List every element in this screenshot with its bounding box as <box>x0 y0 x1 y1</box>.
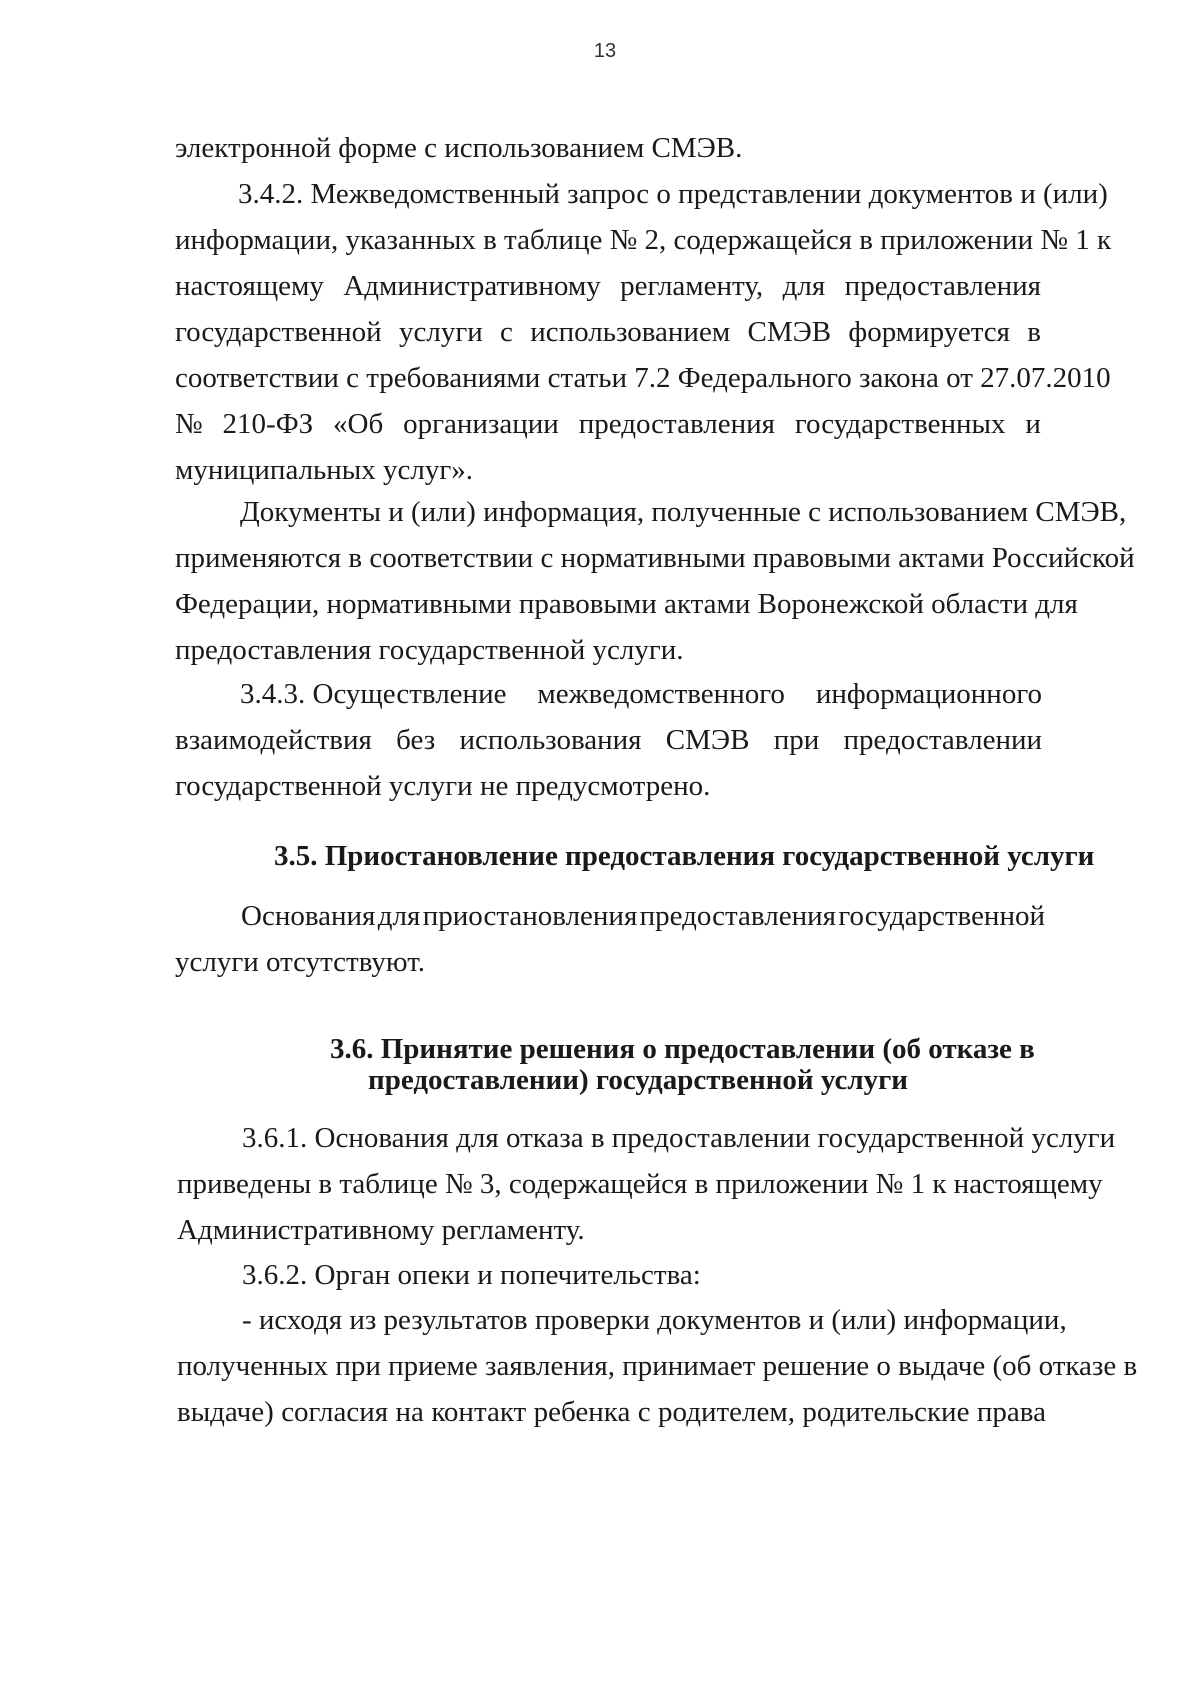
word: приостановления <box>422 900 638 932</box>
word: и <box>1025 408 1041 440</box>
justified-line <box>177 1398 1046 1427</box>
word: взаимодействия <box>175 724 372 756</box>
word: Основания <box>241 900 376 932</box>
word: ребенка <box>533 1396 631 1428</box>
paragraph-3-6-1-line: 3.6.1. Основания для отказа в предоставлении государственной услуги <box>242 1122 1116 1154</box>
word: межведомственного <box>537 678 785 710</box>
section-heading-3-6: 3.6. Принятие решения о предоставлении (об отказе в <box>330 1033 1035 1065</box>
justified-line <box>240 680 1042 709</box>
paragraph-3-6-2-line: полученных при приеме заявления, принимает решение о выдаче (об отказе в <box>177 1350 1138 1382</box>
paragraph-3-4-3-line: государственной услуги не предусмотрено. <box>175 770 711 802</box>
section-heading-3-5: 3.5. Приостановление предоставления государственной услуги <box>274 840 1095 872</box>
word: СМЭВ <box>747 316 832 348</box>
word: настоящему <box>175 270 324 302</box>
paragraph-documents-line: применяются в соответствии с нормативными правовыми актами Российской <box>175 542 1135 574</box>
paragraph-3-6-2-line: - исходя из результатов проверки документов и (или) информации, <box>242 1304 1067 1336</box>
paragraph-3-5-line: услуги отсутствуют. <box>175 946 425 978</box>
word: № <box>175 408 203 440</box>
justified-line <box>241 902 1045 931</box>
word: регламенту, <box>620 270 764 302</box>
paragraph-3-4-2-line: муниципальных услуг». <box>175 454 474 486</box>
word: Административному <box>343 270 601 302</box>
word: государственной <box>838 900 1045 932</box>
word: предоставлении <box>843 724 1042 756</box>
word: 3.4.3. Осуществление <box>240 678 507 710</box>
justified-line <box>175 410 1041 439</box>
word: использования <box>459 724 642 756</box>
word: с <box>637 1396 651 1428</box>
word: контакт <box>431 1396 527 1428</box>
word: использованием <box>530 316 731 348</box>
paragraph-3-4-2-line: 3.4.2. Межведомственный запрос о представлении документов и (или) <box>238 178 1108 210</box>
word: родителем, <box>658 1396 795 1428</box>
justified-line <box>175 726 1042 755</box>
word: для <box>782 270 826 302</box>
section-heading-3-6-cont: предоставлении) государственной услуги <box>368 1064 908 1096</box>
word: без <box>396 724 436 756</box>
word: предоставления <box>578 408 775 440</box>
word: родительские <box>802 1396 970 1428</box>
word: организации <box>403 408 559 440</box>
word: для <box>377 900 421 932</box>
paragraph-3-6-2-line: 3.6.2. Орган опеки и попечительства: <box>242 1259 701 1291</box>
word: в <box>1027 316 1041 348</box>
paragraph-documents-line: Документы и (или) информация, полученные с использованием СМЭВ, <box>240 496 1127 528</box>
word: при <box>773 724 820 756</box>
word: предоставления <box>639 900 836 932</box>
paragraph-3-6-1-line: Административному регламенту. <box>177 1214 585 1246</box>
word: права <box>976 1396 1046 1428</box>
word: на <box>395 1396 424 1428</box>
word: с <box>500 316 513 348</box>
page-number: 13 <box>593 40 617 62</box>
word: СМЭВ <box>665 724 750 756</box>
justified-line <box>175 318 1041 347</box>
justified-line <box>175 272 1041 301</box>
paragraph-documents-line: Федерации, нормативными правовыми актами Воронежской области для <box>175 588 1078 620</box>
word: услуги <box>398 316 483 348</box>
paragraph-3-4-2-line: информации, указанных в таблице № 2, содержащейся в приложении № 1 к <box>175 224 1112 256</box>
word: предоставления <box>844 270 1041 302</box>
word: информационного <box>815 678 1042 710</box>
word: государственных <box>794 408 1006 440</box>
paragraph-documents-line: предоставления государственной услуги. <box>175 634 684 666</box>
text-line: электронной форме с использованием СМЭВ. <box>175 132 743 164</box>
word: государственной <box>175 316 382 348</box>
paragraph-3-6-1-line: приведены в таблице № 3, содержащейся в приложении № 1 к настоящему <box>177 1168 1103 1200</box>
word: 210-ФЗ <box>222 408 314 440</box>
word: формируется <box>848 316 1010 348</box>
paragraph-3-4-2-line: соответствии с требованиями статьи 7.2 Федерального закона от 27.07.2010 <box>175 362 1111 394</box>
word: «Об <box>333 408 384 440</box>
word: согласия <box>281 1396 389 1428</box>
word: выдаче) <box>177 1396 274 1428</box>
